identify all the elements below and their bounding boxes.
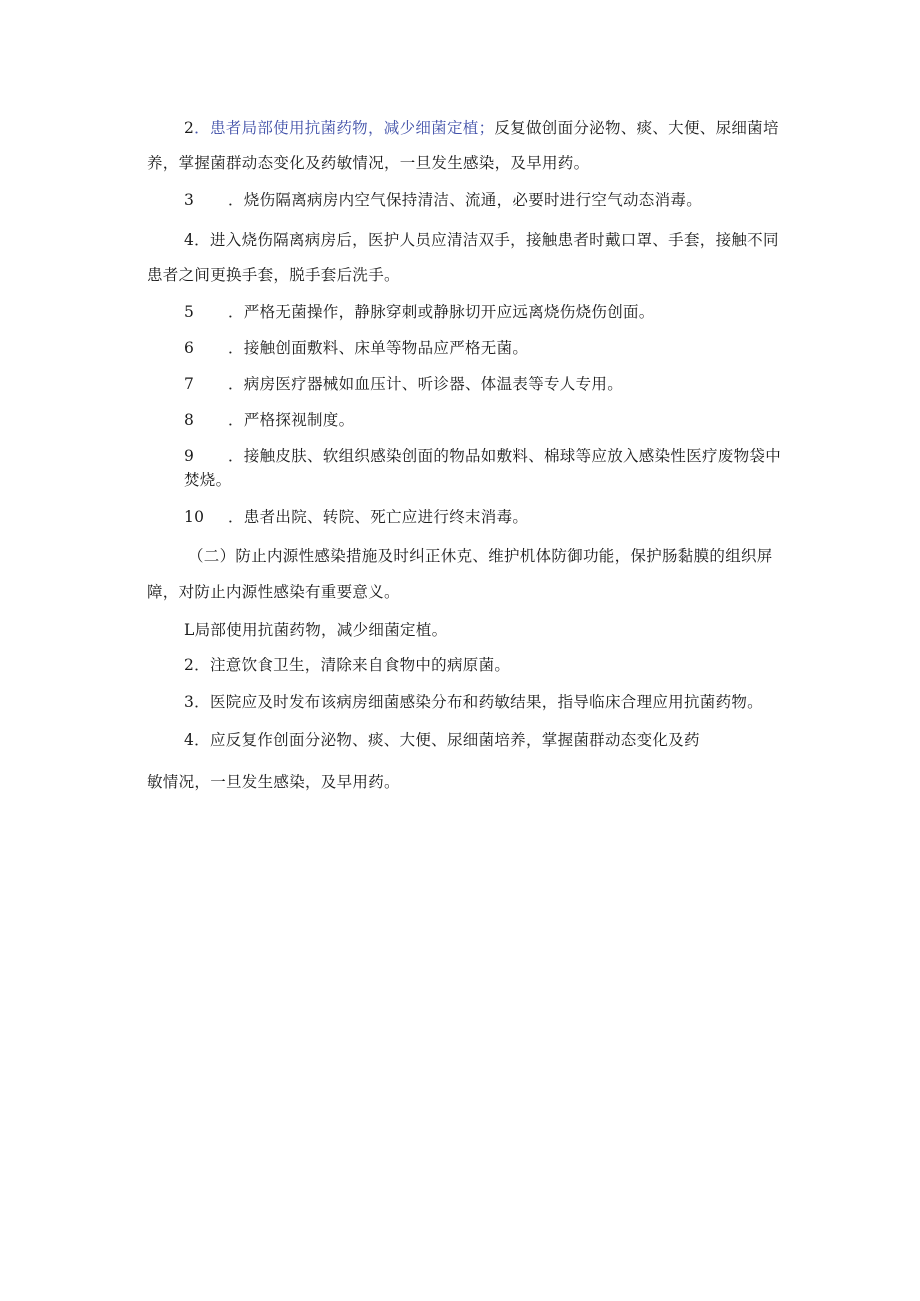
item-number: 3 — [184, 693, 195, 711]
item-10 — [184, 507, 528, 527]
item-10-text: ．患者出院、转院、死亡应进行终末消毒。 — [228, 508, 529, 526]
section-2-heading: （二）防止内源性感染措施及时纠正休克、维护机体防御功能，保护肠黏膜的组织屏 — [188, 547, 773, 565]
section-2-heading-cont: 障，对防止内源性感染有重要意义。 — [147, 583, 400, 601]
item-number: 2 — [184, 119, 195, 137]
item-9-line-1 — [184, 446, 781, 466]
section-2-item-2-text: ．注意饮食卫生，清除来自食物中的病原菌。 — [194, 656, 511, 674]
item-3-text: ．烧伤隔离病房内空气保持清洁、流通，必要时进行空气动态消毒。 — [228, 191, 703, 209]
item-7-text: ．病房医疗器械如血压计、听诊器、体温表等专人专用。 — [228, 375, 624, 393]
item-number: 4 — [184, 731, 195, 749]
item-number: 4 — [184, 231, 195, 249]
item-number: 7 — [184, 375, 195, 393]
section-2-item-3-text: ．医院应及时发布该病房细菌感染分布和药敏结果，指导临床合理应用抗菌药物。 — [194, 693, 763, 711]
section-2-item-4-text: ．应反复作创面分泌物、痰、大便、尿细菌培养，掌握菌群动态变化及药 — [194, 731, 700, 749]
section-2-item-4-line-1 — [184, 730, 700, 750]
item-5-text: ．严格无菌操作，静脉穿刺或静脉切开应远离烧伤烧伤创面。 — [228, 303, 655, 321]
item-number: 10 — [184, 508, 205, 526]
item-2-highlight-text: ．患者局部使用抗菌药物，减少细菌定植； — [194, 119, 495, 137]
item-8 — [184, 410, 354, 430]
item-number: 6 — [184, 339, 195, 357]
item-9-line-2: 焚烧。 — [184, 471, 232, 489]
item-4-line-1 — [184, 230, 779, 250]
item-number: 9 — [184, 447, 195, 465]
item-2-line-1 — [184, 118, 779, 138]
section-2-item-4-line-2: 敏情况，一旦发生感染，及早用药。 — [147, 773, 400, 791]
item-6 — [184, 338, 528, 358]
section-2-item-3 — [184, 692, 763, 712]
item-6-text: ．接触创面敷料、床单等物品应严格无菌。 — [228, 339, 529, 357]
item-number: 2 — [184, 656, 195, 674]
section-2-item-2 — [184, 655, 510, 675]
item-9-text: ．接触皮肤、软组织感染创面的物品如敷料、棉球等应放入感染性医疗废物袋中 — [228, 447, 782, 465]
item-8-text: ．严格探视制度。 — [228, 411, 355, 429]
item-3 — [184, 190, 702, 210]
item-number: 3 — [184, 191, 195, 209]
item-number: 5 — [184, 303, 195, 321]
section-2-item-1: L局部使用抗菌药物，减少细菌定植。 — [184, 621, 448, 639]
item-7 — [184, 374, 623, 394]
item-4-line-2: 患者之间更换手套，脱手套后洗手。 — [147, 266, 400, 284]
item-2-text: 反复做创面分泌物、痰、大便、尿细菌培 — [494, 119, 779, 137]
item-5 — [184, 302, 655, 322]
item-4-text: ．进入烧伤隔离病房后，医护人员应清洁双手，接触患者时戴口罩、手套，接触不同 — [194, 231, 779, 249]
item-2-line-2: 养，掌握菌群动态变化及药敏情况，一旦发生感染，及早用药。 — [147, 154, 590, 172]
item-number: 8 — [184, 411, 195, 429]
